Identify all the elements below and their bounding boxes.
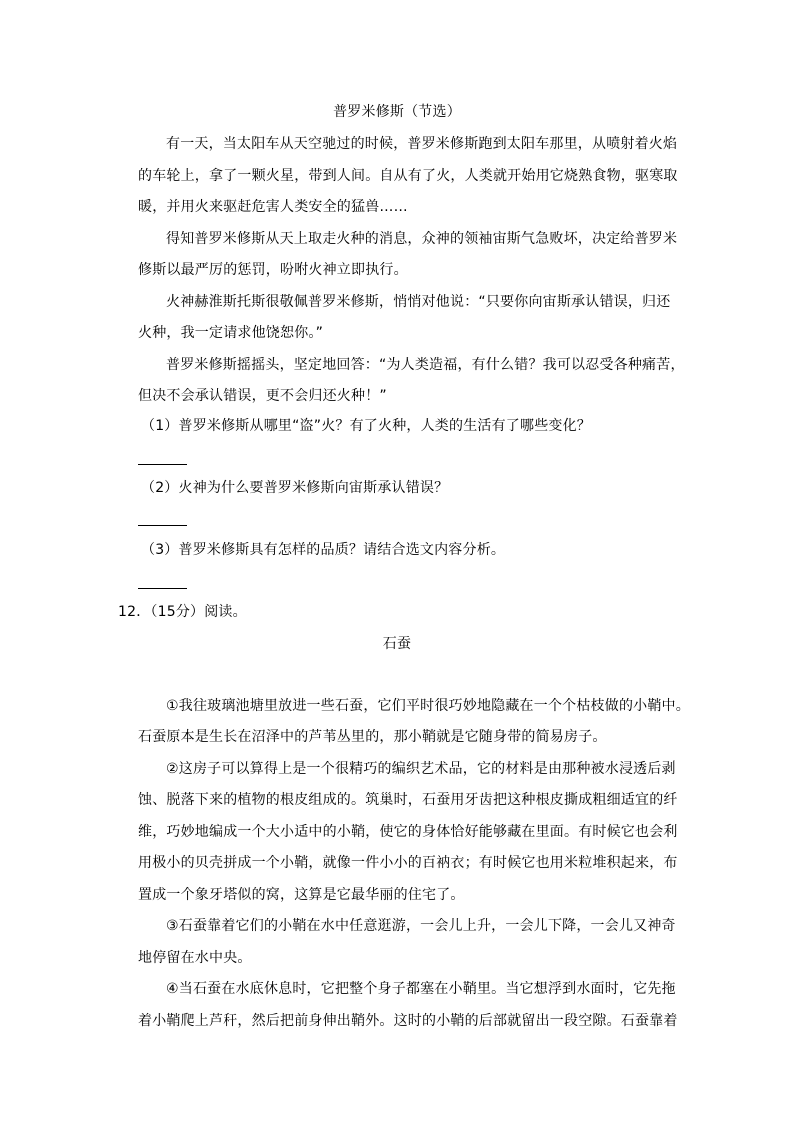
passage-title: 普罗米修斯（节选） (333, 104, 461, 120)
paragraph-line: 石蚕原本是生长在沼泽中的芦苇丛里的，那小鞘就是它随身带的简易房子。 (138, 729, 607, 745)
paragraph-line: 火种，我一定请求他饶恕你。” (138, 325, 324, 341)
paragraph-line: 有一天，当太阳车从天空驰过的时候，普罗米修斯跑到太阳车那里，从喷射着火焰 (166, 136, 678, 152)
paragraph-line: 的车轮上，拿了一颗火星，带到人间。自从有了火，人类就开始用它烧熟食物，驱寒取 (138, 168, 678, 184)
paragraph-line: ④当石蚕在水底休息时，它把整个身子都塞在小鞘里。当它想浮到水面时，它先拖 (166, 981, 676, 997)
paragraph-line: 置成一个象牙塔似的窝，这算是它最华丽的住宅了。 (138, 887, 465, 903)
question-2: （2）火神为什么要普罗米修斯向宙斯承认错误？ (141, 480, 449, 496)
paragraph-line: 普罗米修斯摇摇头，坚定地回答：“为人类造福，有什么错？我可以忍受各种痛苦， (166, 357, 685, 373)
paragraph-line: 用极小的贝壳拼成一个小鞘，就像一件小小的百衲衣；有时候它也用米粒堆积起来，布 (138, 855, 678, 871)
paragraph-line: 着小鞘爬上芦秆，然后把前身伸出鞘外。这时的小鞘的后部就留出一段空隙。石蚕靠着 (138, 1013, 678, 1029)
answer-blank-3[interactable] (138, 588, 187, 589)
paragraph-line: 暖，并用火来驱赶危害人类安全的猛兽…… (138, 199, 408, 215)
paragraph-line: 维，巧妙地编成一个大小适中的小鞘，使它的身体恰好能够藏在里面。有时候它也会利 (138, 824, 678, 840)
paragraph-line: 地停留在水中央。 (138, 950, 252, 966)
paragraph-line: 火神赫淮斯托斯很敬佩普罗米修斯，悄悄对他说：“只要你向宙斯承认错误，归还 (166, 294, 671, 310)
paragraph-line: 但决不会承认错误，更不会归还火种！” (138, 388, 387, 404)
question-1: （1）普罗米修斯从哪里“盗”火？有了火种，人类的生活有了哪些变化？ (141, 418, 592, 434)
paragraph-line: ③石蚕靠着它们的小鞘在水中任意逛游，一会儿上升，一会儿下降，一会儿又神奇 (166, 918, 676, 934)
answer-blank-1[interactable] (138, 464, 187, 465)
passage-title-2: 石蚕 (382, 636, 412, 652)
paragraph-line: 得知普罗米修斯从天上取走火种的消息，众神的领袖宙斯气急败坏，决定给普罗米 (166, 231, 678, 247)
paragraph-line: 修斯以最严厉的惩罚，吩咐火神立即执行。 (138, 262, 408, 278)
answer-blank-2[interactable] (138, 525, 187, 526)
question-12-heading: 12．（15分）阅读。 (118, 604, 247, 620)
paragraph-line: ②这房子可以算得上是一个很精巧的编织艺术品，它的材料是由那种被水浸透后剥 (166, 761, 676, 777)
paragraph-line: ①我往玻璃池塘里放进一些石蚕，它们平时很巧妙地隐藏在一个个枯枝做的小鞘中。 (166, 698, 690, 714)
question-3: （3）普罗米修斯具有怎样的品质？请结合选文内容分析。 (141, 542, 506, 558)
paragraph-line: 蚀、脱落下来的植物的根皮组成的。筑巢时，石蚕用牙齿把这种根皮撕成粗细适宜的纤 (138, 792, 678, 808)
